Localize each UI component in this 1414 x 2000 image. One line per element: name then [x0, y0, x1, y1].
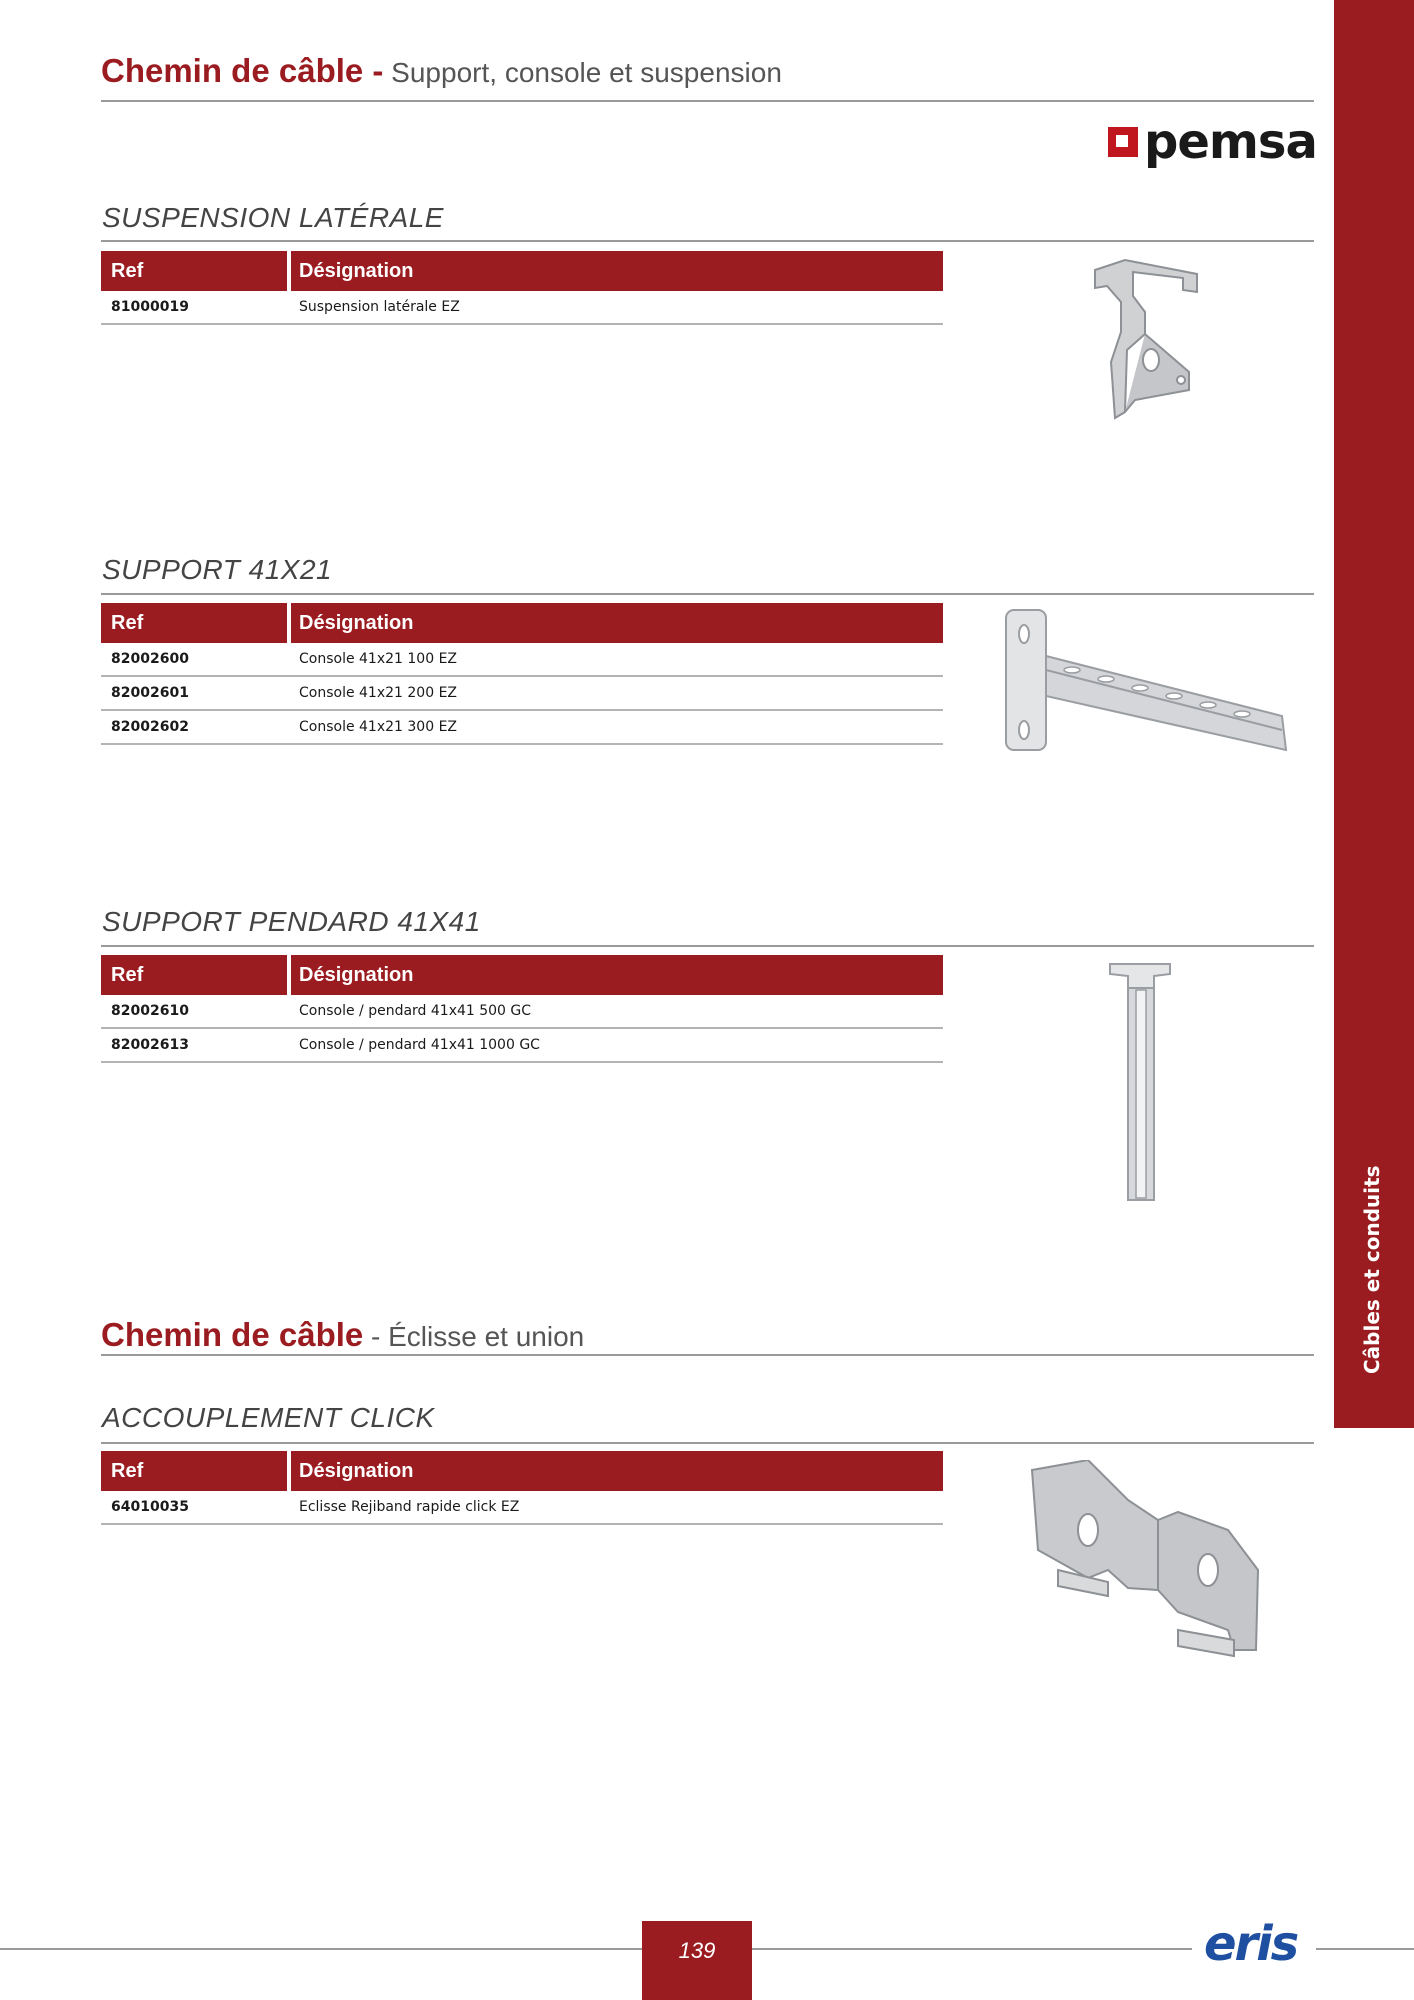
table-header	[101, 1451, 943, 1491]
page-title	[101, 52, 1314, 90]
row-designation: Eclisse Rejiband rapide click EZ	[299, 1499, 520, 1515]
pemsa-logo	[1108, 114, 1317, 170]
section-title: SUSPENSION LATÉRALE	[102, 202, 444, 233]
product-table	[101, 603, 943, 745]
table-row	[101, 711, 943, 745]
side-tab-label-wrap	[1336, 1165, 1384, 1374]
page-title-main: Chemin de câble -	[101, 52, 384, 89]
row-ref: 82002600	[111, 651, 189, 667]
section-divider	[101, 240, 1314, 242]
row-designation: Console / pendard 41x41 500 GC	[299, 1003, 532, 1019]
section-divider	[101, 1442, 1314, 1444]
table-row	[101, 643, 943, 677]
table-row	[101, 995, 943, 1029]
header-divider	[101, 100, 1314, 102]
col-designation-header: Désignation	[291, 955, 943, 995]
footer-divider	[0, 1948, 642, 1950]
row-designation: Console / pendard 41x41 1000 GC	[299, 1037, 540, 1053]
product-table	[101, 955, 943, 1063]
section-divider	[101, 945, 1314, 947]
table-row	[101, 677, 943, 711]
page-title	[101, 1316, 1314, 1354]
footer-divider	[752, 1948, 1192, 1950]
col-ref-header: Ref	[101, 1451, 287, 1491]
product-table	[101, 1451, 943, 1525]
row-designation: Console 41x21 100 EZ	[299, 651, 457, 667]
col-designation-header: Désignation	[291, 1451, 943, 1491]
table-row	[101, 1491, 943, 1525]
table-row	[101, 1029, 943, 1063]
row-ref: 64010035	[111, 1499, 189, 1515]
row-ref: 82002601	[111, 685, 189, 701]
pendant-support-image	[1108, 960, 1174, 1204]
page-title-sub: Support, console et suspension	[383, 57, 782, 88]
row-ref: 82002613	[111, 1037, 189, 1053]
row-designation: Suspension latérale EZ	[299, 299, 460, 315]
table-header	[101, 251, 943, 291]
row-ref: 82002610	[111, 1003, 189, 1019]
header-divider	[101, 1354, 1314, 1356]
eris-logo: eris	[1204, 1916, 1298, 1972]
col-ref-header: Ref	[101, 955, 287, 995]
row-designation: Console 41x21 200 EZ	[299, 685, 457, 701]
page-title-sub: - Éclisse et union	[363, 1321, 585, 1352]
col-ref-header: Ref	[101, 251, 287, 291]
section-title: SUPPORT PENDARD 41X41	[102, 906, 481, 937]
table-row	[101, 291, 943, 325]
row-designation: Console 41x21 300 EZ	[299, 719, 457, 735]
page-title-main: Chemin de câble	[101, 1316, 364, 1353]
row-ref: 82002602	[111, 719, 189, 735]
table-header	[101, 603, 943, 643]
suspension-bracket-image	[1085, 252, 1205, 424]
section-divider	[101, 593, 1314, 595]
side-tab-label: Câbles et conduits	[1360, 1165, 1384, 1374]
footer-divider	[1316, 1948, 1414, 1950]
col-designation-header: Désignation	[291, 603, 943, 643]
click-coupler-image	[1028, 1460, 1262, 1660]
row-ref: 81000019	[111, 299, 189, 315]
pemsa-logo-mark-icon	[1108, 127, 1138, 157]
section-title: SUPPORT 41X21	[102, 554, 333, 585]
console-bracket-image	[1002, 606, 1292, 756]
page-number: 139	[642, 1921, 752, 2000]
col-designation-header: Désignation	[291, 251, 943, 291]
product-table	[101, 251, 943, 325]
pemsa-logo-text: pemsa	[1144, 114, 1317, 170]
section-title: ACCOUPLEMENT CLICK	[102, 1402, 435, 1433]
col-ref-header: Ref	[101, 603, 287, 643]
table-header	[101, 955, 943, 995]
